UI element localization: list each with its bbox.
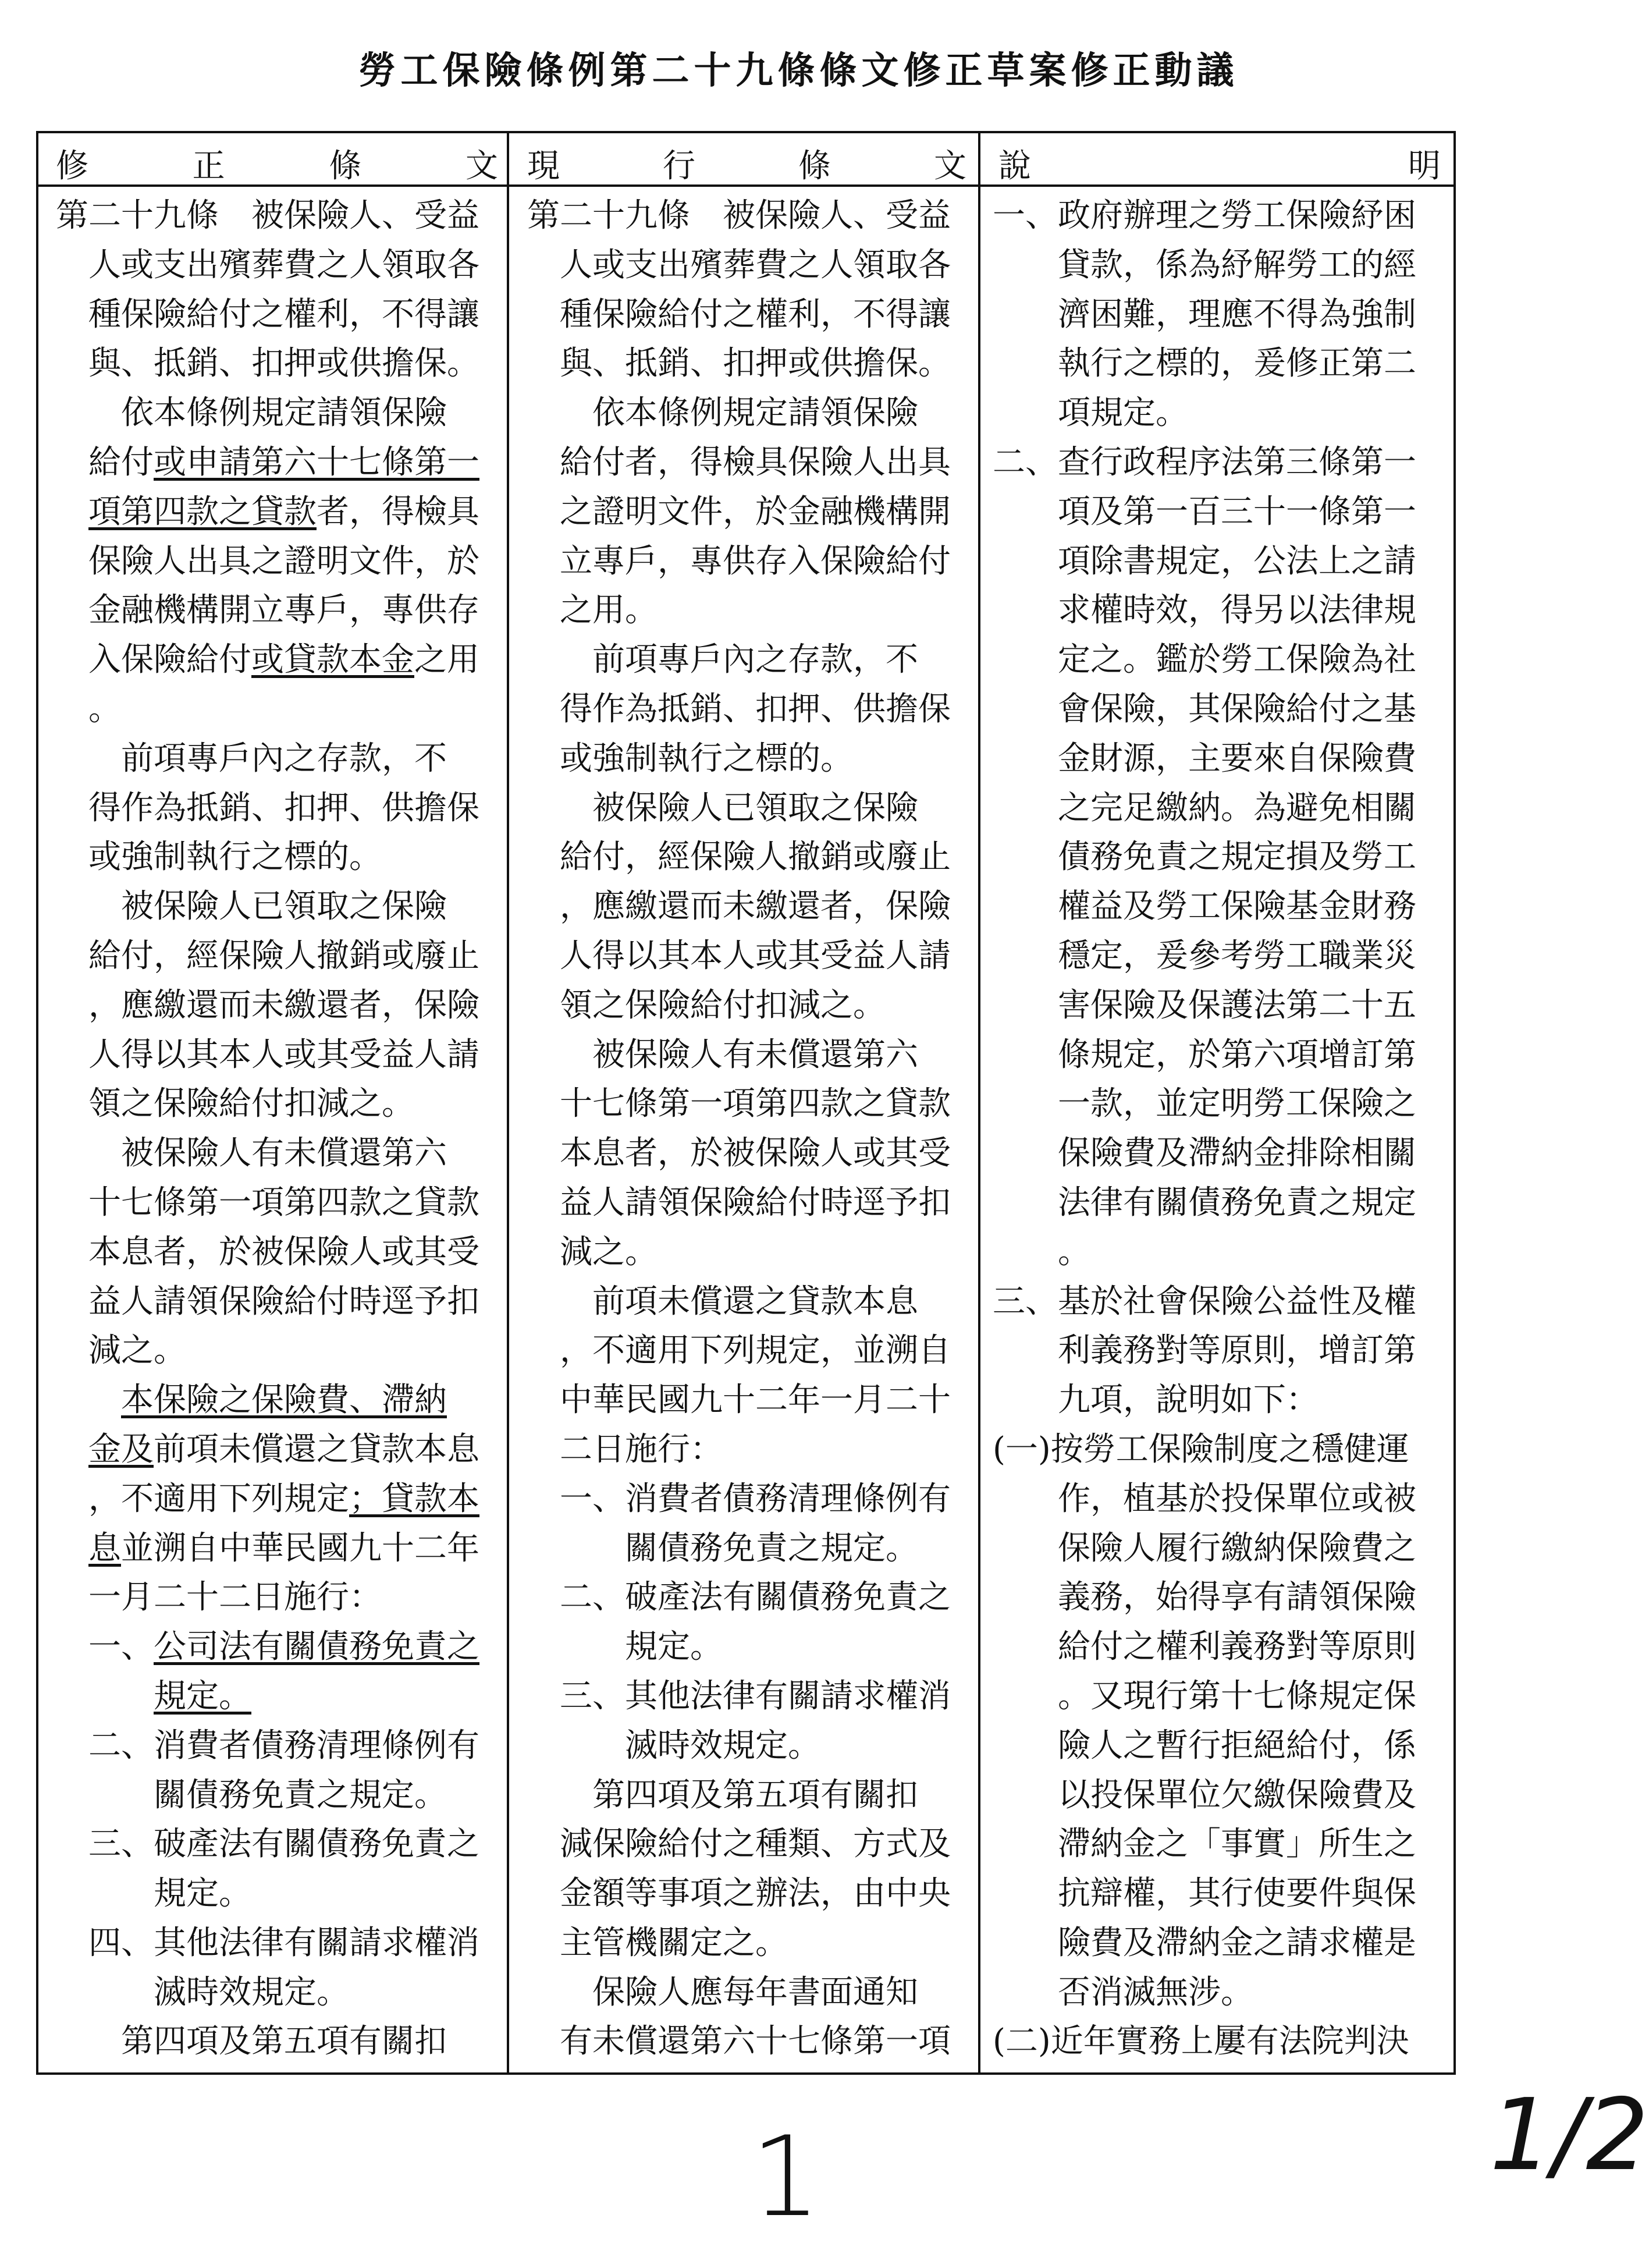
text-line: 人得以其本人或其受益人請 — [527, 936, 951, 975]
text-line: 滅時效規定。 — [56, 1973, 349, 2011]
text-line: 人或支出殯葬費之人領取各 — [527, 246, 951, 284]
text-line: 否消滅無涉。 — [993, 1973, 1253, 2011]
header-divider — [38, 184, 1453, 187]
current-text-column — [527, 191, 969, 2067]
text-line: 領之保險給付扣減之。 — [56, 1085, 414, 1123]
text-line: 前項專戶內之存款，不 — [527, 641, 918, 679]
header-revised-text — [56, 140, 498, 185]
text-line: 依本條例規定請領保險 — [527, 394, 918, 432]
text-line: 保險人出具之證明文件，於 — [56, 542, 479, 580]
text-line: 種保險給付之權利，不得讓 — [527, 295, 951, 333]
column-divider-1 — [507, 133, 509, 2072]
text-line: 被保險人有未償還第六 — [56, 1134, 447, 1173]
text-line: 貸款，係為紓解勞工的經 — [993, 246, 1416, 284]
text-line: 險人之暫行拒絕給付，係 — [993, 1726, 1416, 1765]
text-line: ，不適用下列規定，並溯自 — [527, 1332, 951, 1370]
header-char: 條 — [798, 147, 831, 185]
text-line: 立專戶，專供存入保險給付 — [527, 542, 951, 580]
text-line: 。 — [56, 690, 121, 728]
text-line: 本息者，於被保險人或其受 — [56, 1233, 479, 1271]
text-line: 被保險人已領取之保險 — [527, 789, 918, 827]
text-line: 三、其他法律有關請求權消 — [527, 1677, 951, 1715]
text-line: 會保險，其保險給付之基 — [993, 690, 1416, 728]
text-line: 人得以其本人或其受益人請 — [56, 1035, 479, 1074]
page-number: 1 — [751, 2113, 821, 2241]
text-line: ，應繳還而未繳還者，保險 — [527, 888, 951, 926]
text-line: 一、公司法有關債務免責之 — [56, 1628, 479, 1666]
text-line: 關債務免責之規定。 — [527, 1529, 918, 1567]
text-line: 被保險人有未償還第六 — [527, 1035, 918, 1074]
header-char: 文 — [465, 147, 498, 185]
text-line: 本保險之保險費、滯納 — [121, 1381, 447, 1419]
text-line: 之完足繳納。為避免相關 — [993, 789, 1416, 827]
text-line: 濟困難，理應不得為強制 — [993, 295, 1416, 333]
text-line: 以投保單位欠繳保險費及 — [993, 1776, 1416, 1814]
text-line: 減保險給付之種類、方式及 — [527, 1825, 951, 1864]
text-line: 作，植基於投保單位或被 — [993, 1479, 1416, 1518]
column-divider-2 — [978, 133, 980, 2072]
text-line: 四、其他法律有關請求權消 — [56, 1923, 479, 1962]
text-line: 定之。鑑於勞工保險為社 — [993, 641, 1416, 679]
text-line: 保險人應每年書面通知 — [527, 1973, 918, 2011]
text-line: 領之保險給付扣減之。 — [527, 986, 886, 1024]
text-line: 得作為抵銷、扣押、供擔保 — [56, 789, 479, 827]
text-line: 給付或申請第六十七條第一 — [56, 443, 479, 481]
text-line: 金額等事項之辦法，由中央 — [527, 1875, 951, 1913]
header-char: 條 — [329, 147, 362, 185]
text-line: 債務免責之規定損及勞工 — [993, 838, 1416, 876]
text-line: 二、破產法有關債務免責之 — [527, 1578, 951, 1617]
explanation-column — [993, 191, 1452, 2067]
text-line: 與、抵銷、扣押或供擔保。 — [527, 345, 951, 383]
text-line: (二)近年實務上屢有法院判決 — [993, 2022, 1409, 2061]
text-line: 入保險給付或貸款本金之用 — [56, 641, 479, 679]
text-line: 二日施行： — [527, 1430, 723, 1468]
text-line: 一款，並定明勞工保險之 — [993, 1085, 1416, 1123]
text-line: 得作為抵銷、扣押、供擔保 — [527, 690, 951, 728]
text-line: 法律有關債務免責之規定 — [993, 1183, 1416, 1222]
text-line: 減之。 — [56, 1332, 186, 1370]
text-line: 項及第一百三十一條第一 — [993, 492, 1416, 531]
text-line: 義務，始得享有請領保險 — [993, 1578, 1416, 1617]
text-line: 抗辯權，其行使要件與保 — [993, 1875, 1416, 1913]
text-line: 或強制執行之標的。 — [527, 739, 853, 778]
text-line: 項第四款之貸款者，得檢具 — [88, 492, 479, 531]
text-line: 種保險給付之權利，不得讓 — [56, 295, 479, 333]
text-line: 本息者，於被保險人或其受 — [527, 1134, 951, 1173]
text-line: 益人請領保險給付時逕予扣 — [56, 1282, 479, 1321]
text-line: 第二十九條 被保險人、受益 — [56, 197, 479, 235]
header-char: 文 — [934, 147, 966, 185]
text-line: 。又現行第十七條規定保 — [993, 1677, 1416, 1715]
text-line: 與、抵銷、扣押或供擔保。 — [56, 345, 479, 383]
text-line: 項規定。 — [993, 394, 1188, 432]
text-line: 規定。 — [527, 1628, 723, 1666]
text-line: 條規定，於第六項增訂第 — [993, 1035, 1416, 1074]
text-line: 規定。 — [56, 1875, 251, 1913]
text-line: ，不適用下列規定；貸款本 — [56, 1479, 479, 1518]
text-line: 息並溯自中華民國九十二年 — [88, 1529, 479, 1567]
text-line: 穩定，爰參考勞工職業災 — [993, 936, 1416, 975]
text-line: 中華民國九十二年一月二十 — [527, 1381, 951, 1419]
text-line: 二、消費者債務清理條例有 — [56, 1726, 479, 1765]
text-line: 金財源，主要來自保險費 — [993, 739, 1416, 778]
text-line: 保險費及滯納金排除相關 — [993, 1134, 1416, 1173]
text-line: 十七條第一項第四款之貸款 — [56, 1183, 479, 1222]
text-line: ，應繳還而未繳還者，保險 — [56, 986, 479, 1024]
text-line: 利義務對等原則，增訂第 — [993, 1332, 1416, 1370]
text-line: 執行之標的，爰修正第二 — [993, 345, 1416, 383]
text-line: 前項未償還之貸款本息 — [527, 1282, 918, 1321]
text-line: 減之。 — [527, 1233, 658, 1271]
text-line: 主管機關定之。 — [527, 1923, 788, 1962]
text-line: 有未償還第六十七條第一項 — [527, 2022, 951, 2061]
header-explanation — [998, 140, 1441, 185]
header-current-text — [527, 140, 966, 185]
text-line: 一、消費者債務清理條例有 — [527, 1479, 951, 1518]
header-char: 現 — [527, 147, 560, 185]
text-line: 十七條第一項第四款之貸款 — [527, 1085, 951, 1123]
text-line: 一月二十二日施行： — [56, 1578, 382, 1617]
text-line: 二、查行政程序法第三條第一 — [993, 443, 1416, 481]
text-line: 依本條例規定請領保險 — [56, 394, 447, 432]
text-line: 滅時效規定。 — [527, 1726, 820, 1765]
text-line: 金及前項未償還之貸款本息 — [88, 1430, 479, 1468]
text-line: 三、破產法有關債務免責之 — [56, 1825, 479, 1864]
document-title: 勞工保險條例第二十九條條文修正草案修正動議 — [358, 49, 1239, 93]
text-line: 項除書規定，公法上之請 — [993, 542, 1416, 580]
text-line: 規定。 — [154, 1677, 251, 1715]
revised-text-column — [56, 191, 498, 2067]
header-char: 明 — [1408, 147, 1441, 185]
text-line: 一、政府辦理之勞工保險紓困 — [993, 197, 1416, 235]
text-line: 給付，經保險人撤銷或廢止 — [56, 936, 479, 975]
text-line: 第四項及第五項有關扣 — [56, 2022, 447, 2061]
text-line: 前項專戶內之存款，不 — [56, 739, 447, 778]
text-line: 之證明文件，於金融機構開 — [527, 492, 951, 531]
text-line: 求權時效，得另以法律規 — [993, 591, 1416, 630]
text-line: 第四項及第五項有關扣 — [527, 1776, 918, 1814]
text-line: 給付者，得檢具保險人出具 — [527, 443, 951, 481]
text-line: 九項，說明如下： — [993, 1381, 1319, 1419]
text-line: 第二十九條 被保險人、受益 — [527, 197, 951, 235]
text-line: 或強制執行之標的。 — [56, 838, 382, 876]
handwritten-page-fraction: 1/2 — [1490, 2078, 1649, 2193]
text-line: 給付之權利義務對等原則 — [993, 1628, 1416, 1666]
text-line: 益人請領保險給付時逕予扣 — [527, 1183, 951, 1222]
header-char: 修 — [56, 147, 88, 185]
header-char: 說 — [998, 147, 1031, 185]
text-line: 險費及滯納金之請求權是 — [993, 1923, 1416, 1962]
text-line: (一)按勞工保險制度之穩健運 — [993, 1430, 1409, 1468]
text-line: 三、基於社會保險公益性及權 — [993, 1282, 1416, 1321]
text-line: 保險人履行繳納保險費之 — [993, 1529, 1416, 1567]
text-line: 。 — [993, 1233, 1090, 1271]
text-line: 權益及勞工保險基金財務 — [993, 888, 1416, 926]
text-line: 害保險及保護法第二十五 — [993, 986, 1416, 1024]
header-char: 正 — [192, 147, 225, 185]
comparison-table — [36, 131, 1456, 2075]
text-line: 被保險人已領取之保險 — [56, 888, 447, 926]
header-char: 行 — [663, 147, 695, 185]
text-line: 金融機構開立專戶，專供存 — [56, 591, 479, 630]
text-line: 人或支出殯葬費之人領取各 — [56, 246, 479, 284]
text-line: 之用。 — [527, 591, 658, 630]
text-line: 關債務免責之規定。 — [56, 1776, 447, 1814]
text-line: 滯納金之「事實」所生之 — [993, 1825, 1416, 1864]
text-line: 給付，經保險人撤銷或廢止 — [527, 838, 951, 876]
